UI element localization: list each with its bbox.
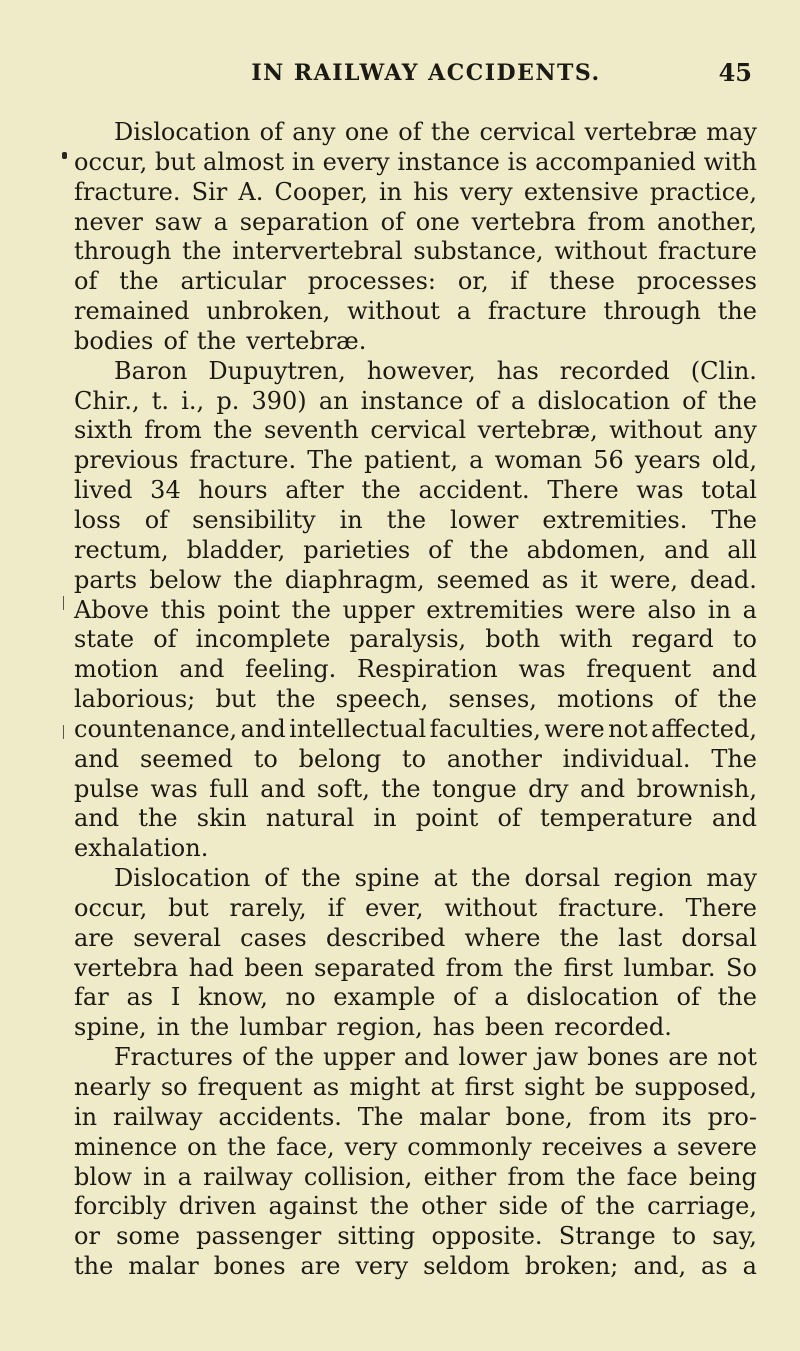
text-line: never saw a separation of one vertebra from another,: [74, 207, 757, 236]
text-line: parts below the diaphragm, seemed as it were, dead.: [74, 565, 757, 594]
text-line: exhalation.: [74, 834, 209, 863]
text-line: minence on the face, very commonly receives a severe: [74, 1132, 757, 1161]
margin-dot-mark: [62, 152, 67, 159]
text-line: state of incomplete paralysis, both with regard to: [74, 625, 757, 654]
page-number: 45: [718, 58, 752, 87]
text-line: the malar bones are very seldom broken; and, as a: [74, 1252, 757, 1281]
text-line: fracture. Sir A. Cooper, in his very extensive practice,: [74, 177, 757, 206]
text-line: occur, but rarely, if ever, without fracture. There: [74, 893, 757, 922]
body-text: [74, 118, 757, 1282]
text-line: and the skin natural in point of temperature and: [74, 804, 757, 833]
text-line: spine, in the lumbar region, has been recorded.: [74, 1013, 672, 1042]
text-line: or some passenger sitting opposite. Strange to say,: [74, 1222, 757, 1251]
text-line: previous fracture. The patient, a woman 56 years old,: [74, 446, 757, 475]
text-line: Dislocation of any one of the cervical vertebræ may: [114, 118, 757, 146]
text-line: in railway accidents. The malar bone, from its pro-: [74, 1102, 757, 1131]
text-line: Baron Dupuytren, however, has recorded (Clin.: [114, 356, 757, 385]
text-line: Chir., t. i., p. 390) an instance of a dislocation of the: [74, 386, 757, 415]
margin-tick-mark: [63, 725, 64, 739]
text-line: Dislocation of the spine at the dorsal region may: [114, 864, 757, 893]
text-line: through the intervertebral substance, without fracture: [74, 237, 757, 266]
text-line: countenance, and intellectual faculties, were not affected,: [74, 714, 757, 743]
text-line: bodies of the vertebræ.: [74, 326, 367, 355]
text-line: remained unbroken, without a fracture through the: [74, 297, 757, 326]
text-line: Above this point the upper extremities were also in a: [74, 595, 757, 624]
text-line: and seemed to belong to another individual. The: [74, 744, 757, 773]
text-line: lived 34 hours after the accident. There was total: [74, 476, 757, 505]
text-line: far as I know, no example of a dislocation of the: [74, 983, 757, 1012]
text-line: laborious; but the speech, senses, motions of the: [74, 685, 757, 714]
text-line: nearly so frequent as might at first sight be supposed,: [74, 1073, 757, 1101]
margin-tick-mark: [63, 596, 64, 610]
text-line: loss of sensibility in the lower extremities. The: [74, 505, 757, 534]
text-line: Fractures of the upper and lower jaw bones are not: [114, 1043, 757, 1072]
text-line: occur, but almost in every instance is accompanied with: [74, 147, 757, 176]
text-line: rectum, bladder, parieties of the abdomen, and all: [74, 535, 757, 564]
running-head: IN RAILWAY ACCIDENTS.: [251, 60, 601, 86]
text-line: forcibly driven against the other side of the carriage,: [74, 1192, 757, 1221]
text-line: sixth from the seventh cervical vertebræ, without any: [74, 416, 757, 445]
text-line: are several cases described where the last dorsal: [74, 923, 757, 952]
text-line: motion and feeling. Respiration was frequent and: [74, 655, 757, 684]
text-line: of the articular processes: or, if these processes: [74, 267, 757, 296]
text-line: vertebra had been separated from the first lumbar. So: [74, 953, 757, 982]
page-header: [100, 60, 752, 100]
text-line: pulse was full and soft, the tongue dry and brownish,: [74, 774, 757, 803]
text-line: blow in a railway collision, either from the face being: [74, 1162, 757, 1191]
